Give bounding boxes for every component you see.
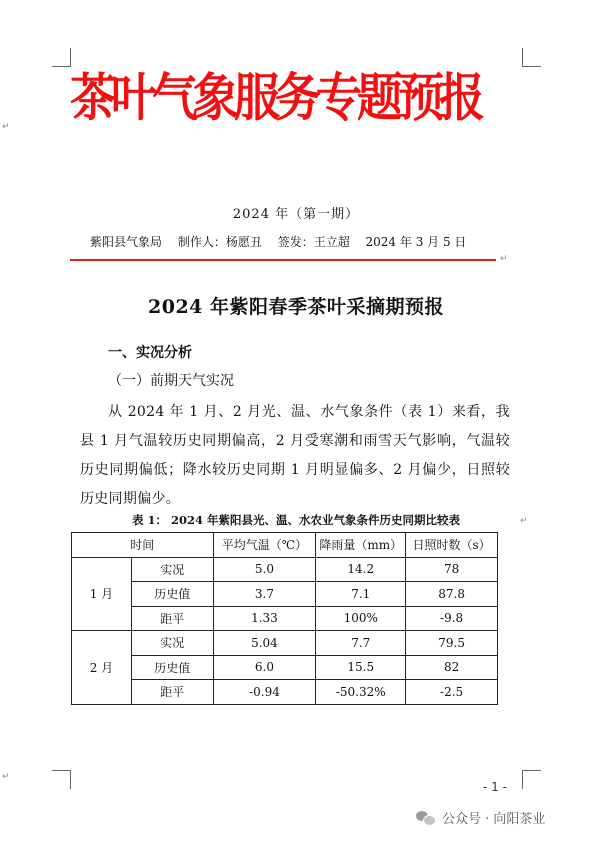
section-heading: 一、实况分析	[108, 345, 192, 361]
temp-cell: 5.0	[213, 557, 316, 582]
table-header: 时间	[72, 533, 214, 558]
page-number: - 1 -	[483, 780, 507, 794]
crop-mark-top-left	[52, 48, 71, 67]
month-cell: 1 月	[72, 557, 132, 631]
crop-mark-bottom-right	[522, 770, 541, 789]
table-row	[72, 655, 498, 680]
sun-cell: 78	[406, 557, 498, 582]
issue-number: 2024 年（第一期）	[232, 207, 360, 222]
table-header: 平均气温（℃）	[213, 533, 316, 558]
temp-cell: -0.94	[213, 680, 316, 705]
body-paragraph: 从 2024 年 1 月、2 月光、温、水气象条件（表 1）来看，我县 1 月气温较历史同期偏高，2 月受寒潮和雨雪天气影响，气温较历史同期偏低；降水较历史同期 1 月明显偏多、2 月偏少，日照较历史同期偏少。	[80, 404, 510, 507]
temp-cell: 6.0	[213, 655, 316, 680]
rain-cell: 15.5	[316, 655, 406, 680]
rain-cell: 14.2	[316, 557, 406, 582]
table-header: 日照时数（s）	[406, 533, 498, 558]
table-row	[72, 631, 498, 656]
rain-cell: 7.7	[316, 631, 406, 656]
rain-cell: 7.1	[316, 582, 406, 607]
temp-cell: 3.7	[213, 582, 316, 607]
table-caption: 表 1： 2024 年紫阳县光、温、水农业气象条件历史同期比较表	[131, 513, 461, 527]
watermark-text: 公众号 · 向阳茶业	[442, 812, 546, 827]
row-label: 距平	[131, 606, 213, 631]
subsection-heading: （一）前期天气实况	[108, 373, 234, 389]
sun-cell: 87.8	[406, 582, 498, 607]
sun-cell: 82	[406, 655, 498, 680]
wechat-icon	[416, 810, 436, 826]
row-label: 距平	[131, 680, 213, 705]
month-cell: 2 月	[72, 631, 132, 705]
crop-mark-bottom-left	[52, 770, 71, 789]
paragraph-mark-icon: ↵	[2, 772, 10, 782]
paragraph-mark-icon: ↵	[2, 122, 10, 132]
red-divider	[70, 259, 496, 261]
rain-cell: 100%	[316, 606, 406, 631]
meta-agency: 紫阳县气象局	[90, 235, 163, 249]
row-label: 实况	[131, 557, 213, 582]
table-row	[72, 582, 498, 607]
table-header-row	[72, 533, 498, 558]
temp-cell: 5.04	[213, 631, 316, 656]
comparison-table	[71, 532, 498, 705]
meta-signer: 签发：王立超	[277, 235, 350, 249]
rain-cell: -50.32%	[316, 680, 406, 705]
row-label: 历史值	[131, 582, 213, 607]
paragraph-mark-icon: ↵	[520, 516, 528, 526]
temp-cell: 1.33	[213, 606, 316, 631]
table-row	[72, 557, 498, 582]
meta-author: 制作人：杨愿丑	[177, 235, 262, 249]
paragraph-mark-icon: ↵	[500, 254, 508, 264]
row-label: 实况	[131, 631, 213, 656]
sun-cell: 79.5	[406, 631, 498, 656]
sun-cell: -9.8	[406, 606, 498, 631]
crop-mark-top-right	[522, 48, 541, 67]
document-meta	[90, 233, 510, 250]
row-label: 历史值	[131, 655, 213, 680]
table-row	[72, 606, 498, 631]
meta-date: 2024 年 3 月 5 日	[365, 235, 467, 249]
watermark	[416, 808, 545, 827]
table-header: 降雨量（mm）	[316, 533, 406, 558]
sun-cell: -2.5	[406, 680, 498, 705]
masthead-title: 茶叶气象服务专题预报	[70, 67, 480, 128]
table-row	[72, 680, 498, 705]
document-title: 2024 年紫阳春季茶叶采摘期预报	[148, 296, 444, 318]
